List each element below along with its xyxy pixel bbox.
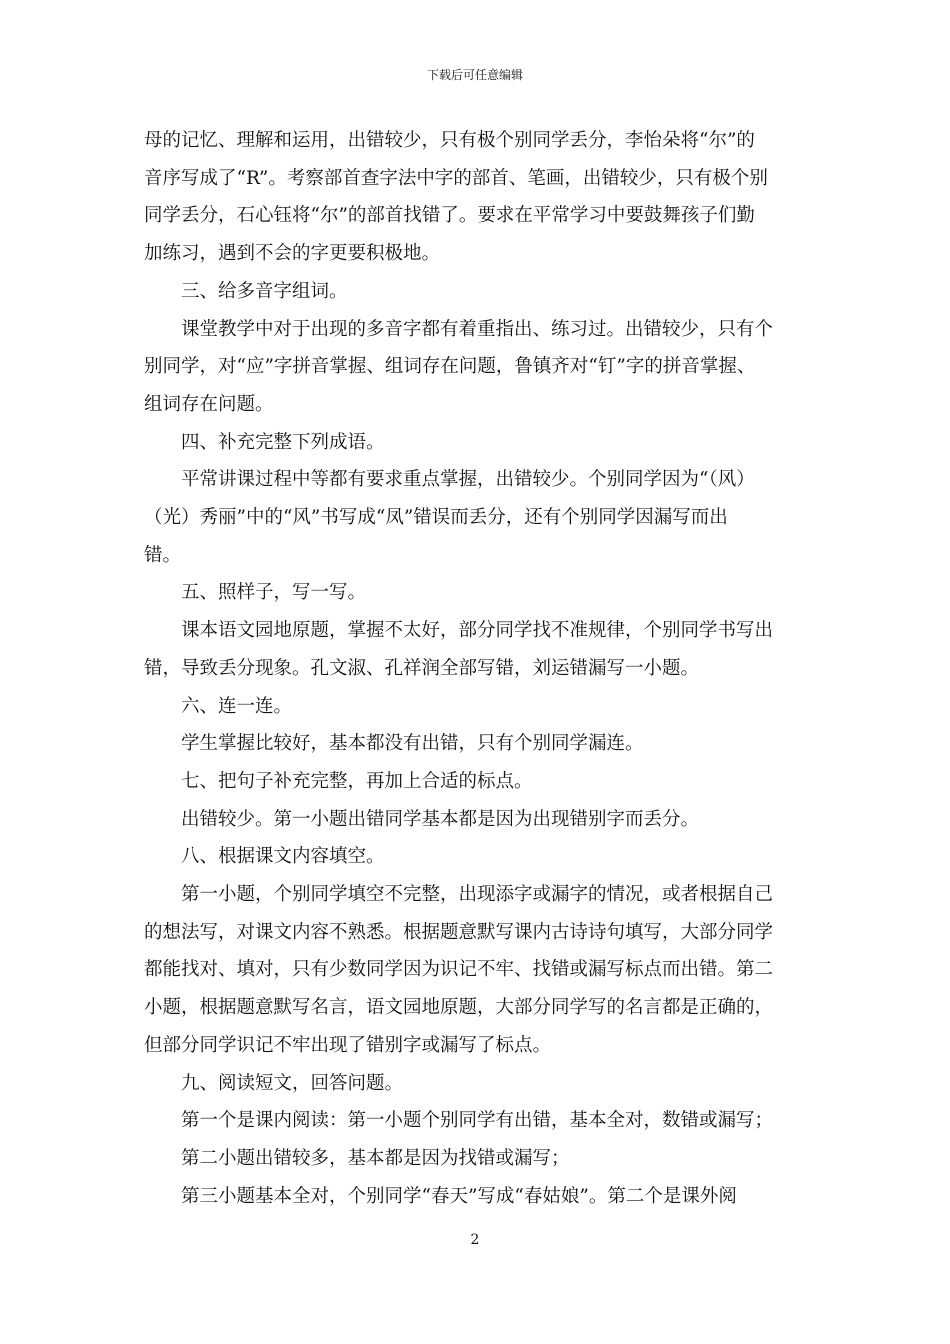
text-line: 三、给多音字组词。: [181, 280, 348, 302]
text-line: 八、根据课文内容填空。: [181, 846, 385, 868]
text-line: （光）秀丽”中的“风”书写成“凤”错误而丢分，还有个别同学因漏写而出: [144, 507, 728, 529]
text-line: 第一小题，个别同学填空不完整，出现添字或漏字的情况，或者根据自己: [181, 884, 774, 906]
text-line: 同学丢分，石心钰将“尔”的部首找错了。要求在平常学习中要鼓舞孩子们勤: [144, 205, 755, 227]
text-line: 学生掌握比较好，基本都没有出错，只有个别同学漏连。: [181, 733, 644, 755]
text-line: 错。: [144, 544, 182, 566]
text-line: 别同学，对“应”字拼音掌握、组词存在问题，鲁镇齐对“钉”字的拼音掌握、: [144, 356, 756, 378]
text-line: 第一个是课内阅读：第一小题个别同学有出错，基本全对，数错或漏写；: [181, 1110, 774, 1132]
page-header: 下载后可任意编辑: [426, 68, 523, 82]
text-line: 六、连一连。: [181, 695, 293, 717]
text-line: 错，导致丢分现象。孔文淑、孔祥润全部写错，刘运错漏写一小题。: [144, 657, 700, 679]
text-line: 第二小题出错较多，基本都是因为找错或漏写；: [181, 1147, 570, 1169]
text-line: 组词存在问题。: [144, 393, 274, 415]
text-line: 音序写成了“R”。考察部首查字法中字的部首、笔画，出错较少，只有极个别: [144, 167, 768, 189]
text-line: 平常讲课过程中等都有要求重点掌握，出错较少。个别同学因为“（风）: [181, 469, 755, 491]
text-line: 九、阅读短文，回答问题。: [181, 1072, 404, 1094]
text-line: 出错较少。第一小题出错同学基本都是因为出现错别字而丢分。: [181, 808, 700, 830]
text-line: 都能找对、填对，只有少数同学因为识记不牢、找错或漏写标点而出错。第二: [144, 959, 774, 981]
document-body: [144, 122, 820, 1215]
text-line: 母的记忆、理解和运用，出错较少，只有极个别同学丢分，李怡朵将“尔”的: [144, 130, 755, 151]
text-line: 四、补充完整下列成语。: [181, 431, 385, 453]
text-line: 课本语文园地原题，掌握不太好，部分同学找不准规律，个别同学书写出: [181, 620, 774, 642]
text-line: 加练习，遇到不会的字更要积极地。: [144, 243, 441, 265]
text-line: 课堂教学中对于出现的多音字都有着重指出、练习过。出错较少，只有个: [181, 318, 774, 340]
text-line: 小题，根据题意默写名言，语文园地原题，大部分同学写的名言都是正确的，: [144, 997, 774, 1019]
page-number: 2: [470, 1232, 480, 1248]
text-line: 七、把句子补充完整，再加上合适的标点。: [181, 770, 533, 792]
text-line: 五、照样子，写一写。: [181, 582, 367, 604]
text-line: 的想法写，对课文内容不熟悉。根据题意默写课内古诗诗句填写，大部分同学: [144, 921, 774, 943]
text-line: 第三小题基本全对，个别同学“春天”写成“春姑娘”。第二个是课外阅: [181, 1185, 737, 1207]
text-line: 但部分同学识记不牢出现了错别字或漏写了标点。: [144, 1034, 552, 1056]
